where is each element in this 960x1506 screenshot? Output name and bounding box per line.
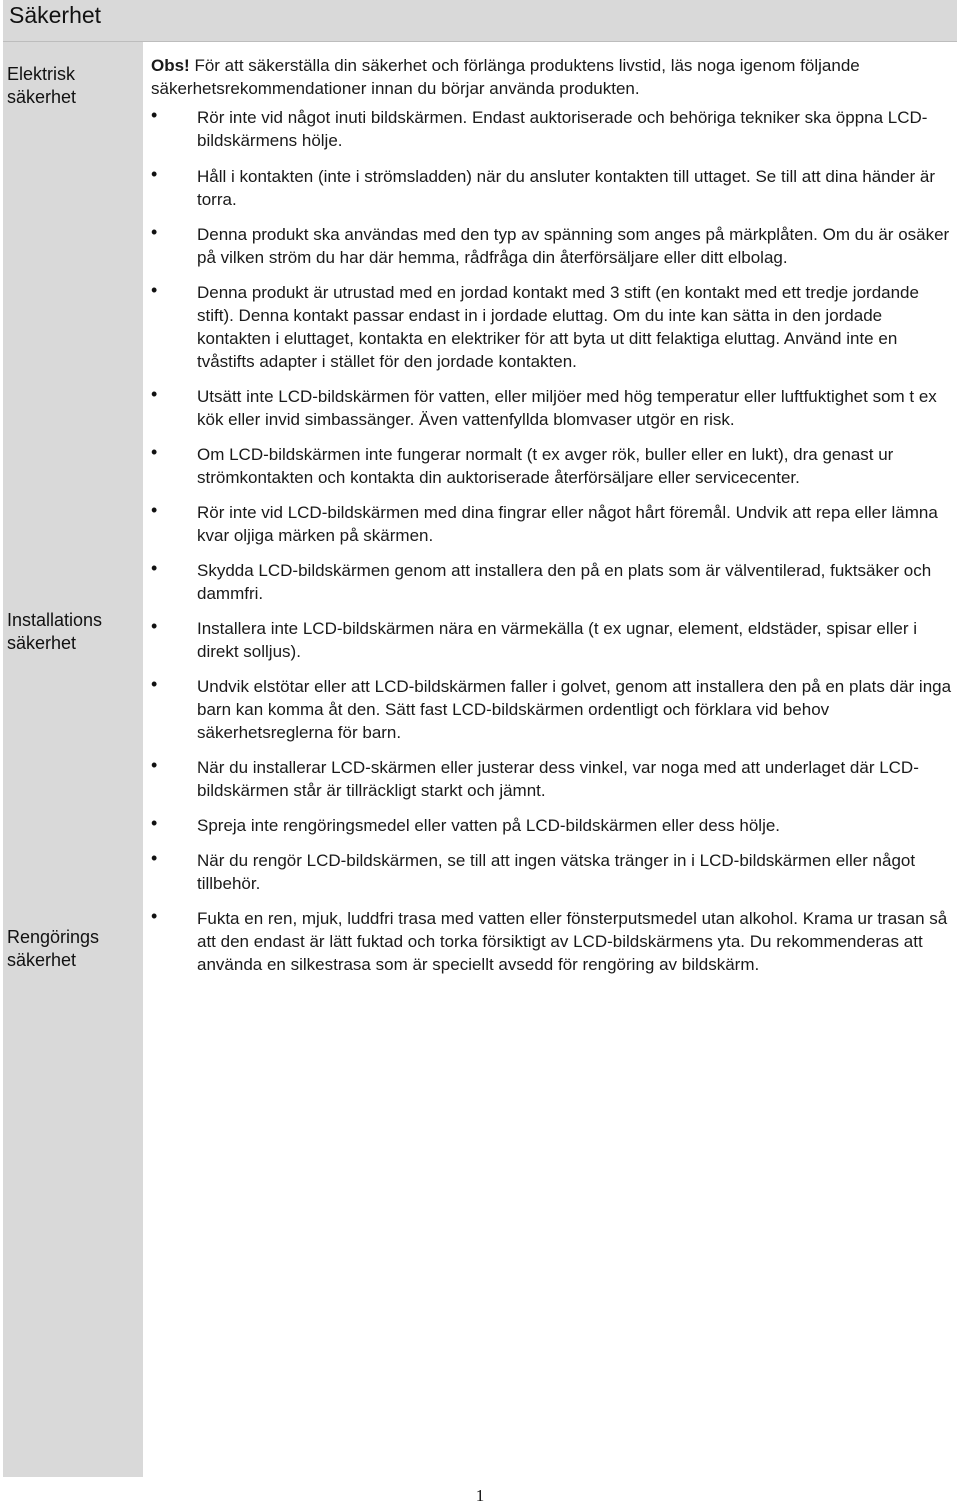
list-item: • Rör inte vid något inuti bildskärmen. Endast auktoriserade och behöriga tekniker ska öppna LCD-bildskärmens hölje.	[151, 106, 957, 152]
intro-paragraph	[151, 54, 957, 100]
list-item: • Håll i kontakten (inte i strömsladden) när du ansluter kontakten till uttaget. Se till att dina händer är torra.	[151, 165, 957, 211]
list-item: • Spreja inte rengöringsmedel eller vatten på LCD-bildskärmen eller dess hölje.	[151, 814, 957, 837]
sidebar	[3, 42, 143, 1477]
sidebar-label-cleaning-safety: Rengörings säkerhet	[7, 927, 100, 970]
list-item: • Denna produkt ska användas med den typ av spänning som anges på märkplåten. Om du är osäker på vilken ström du har där hemma, rådfråga din återförsäljare eller ditt elbolag.	[151, 223, 957, 269]
safety-list	[151, 106, 957, 976]
list-item: • Skydda LCD-bildskärmen genom att installera den på en plats som är välventilerad, fuktsäker och dammfri.	[151, 559, 957, 605]
main-content	[151, 54, 957, 988]
list-item: • När du installerar LCD-skärmen eller justerar dess vinkel, var noga med att underlaget där LCD-bildskärmen står är tillräckligt starkt och jämnt.	[151, 756, 957, 802]
list-item: • När du rengör LCD-bildskärmen, se till att ingen vätska tränger in i LCD-bildskärmen eller något tillbehör.	[151, 849, 957, 895]
intro-text: För att säkerställa din säkerhet och förlänga produktens livstid, läs noga igenom följande säkerhetsrekommendationer innan du börjar använda produkten.	[151, 56, 860, 98]
sidebar-label-installation-safety: Installations säkerhet	[7, 610, 103, 653]
page-number: 1	[475, 1486, 485, 1505]
list-item: • Installera inte LCD-bildskärmen nära en värmekälla (t ex ugnar, element, eldstäder, spisar eller i direkt solljus).	[151, 617, 957, 663]
list-item: • Denna produkt är utrustad med en jordad kontakt med 3 stift (en kontakt med ett tredje jordande stift). Denna kontakt passar endast in i jordade eluttag. Om du inte kan sätta in den jordade kontakten i eluttaget, kontakta en elektriker för att byta ut ditt felaktiga eluttag. Använd inte en tvåstifts adapter i stället för den jordade kontakten.	[151, 281, 957, 373]
sidebar-label-electrical-safety: Elektrisk säkerhet	[7, 64, 77, 107]
list-item: • Rör inte vid LCD-bildskärmen med dina fingrar eller något hårt föremål. Undvik att repa eller lämna kvar oljiga märken på skärmen.	[151, 501, 957, 547]
list-item: • Om LCD-bildskärmen inte fungerar normalt (t ex avger rök, buller eller en lukt), dra genast ur strömkontakten och kontakta din auktoriserade återförsäljare eller servicecenter.	[151, 443, 957, 489]
page-header	[3, 0, 957, 42]
list-item: • Undvik elstötar eller att LCD-bildskärmen faller i golvet, genom att installera den på en plats där inga barn kan komma åt den. Sätt fast LCD-bildskärmen ordentligt och förklara vid behov säkerhetsreglerna för barn.	[151, 675, 957, 744]
obs-label: Obs!	[151, 56, 190, 75]
list-item: • Utsätt inte LCD-bildskärmen för vatten, eller miljöer med hög temperatur eller luftfuktighet som t ex kök eller invid simbassänger. Även vattenfyllda blomvaser utgör en risk.	[151, 385, 957, 431]
list-item: • Fukta en ren, mjuk, luddfri trasa med vatten eller fönsterputsmedel utan alkohol. Krama ur trasan så att den endast är lätt fuktad och torka försiktigt av LCD-bildskärmens yta. Du rekommenderas att använda en silkestrasa som är speciellt avsedd för rengöring av bildskärm.	[151, 907, 957, 976]
page-title: Säkerhet	[9, 2, 102, 28]
